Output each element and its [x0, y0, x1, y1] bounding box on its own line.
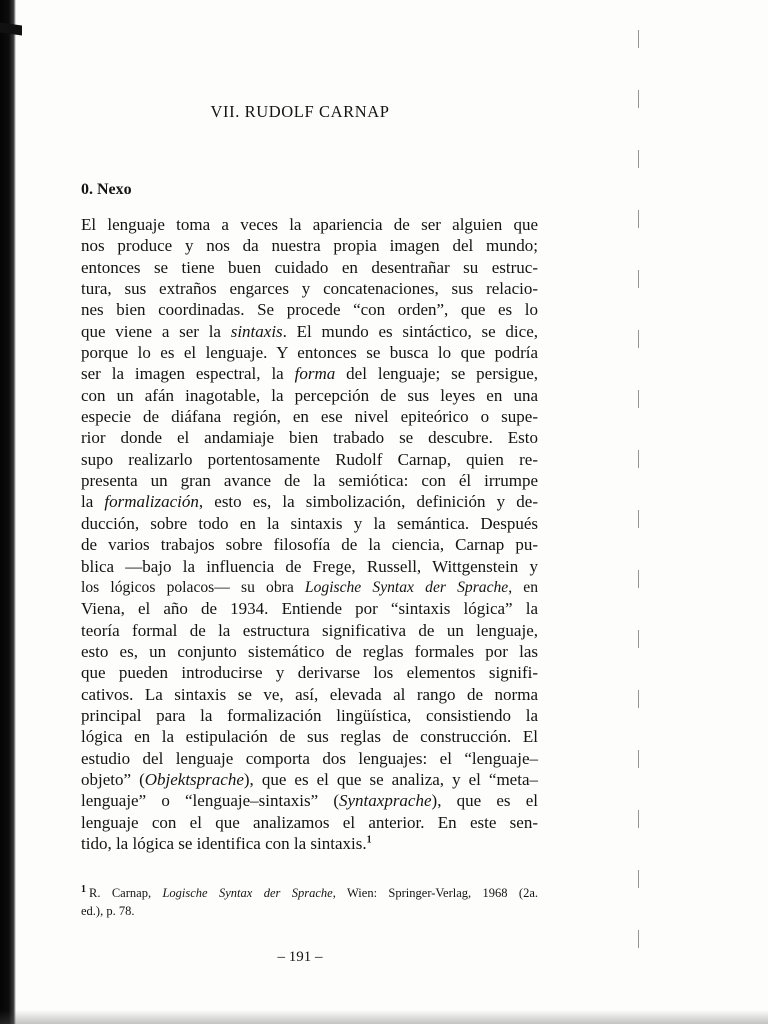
- text-run: tido, la lógica se identifica con la sintaxis.: [81, 833, 367, 853]
- text-run: nos produce y nos da nuestra propia imagen del mundo;: [81, 236, 538, 256]
- text-run: principal para la formalización lingüística, consistiendo la: [81, 705, 538, 725]
- italic-text: Logische Syntax der Sprache: [304, 578, 509, 596]
- text-run: que pueden introducirse y derivarse los elementos signifi-: [81, 663, 538, 683]
- body-line: [81, 278, 538, 299]
- text-run: ser la imagen espectral, la: [81, 364, 295, 384]
- italic-text: formalización: [104, 492, 199, 512]
- text-run: presenta un gran avance de la semiótica: con él irrumpe: [81, 471, 538, 491]
- body-line: [81, 470, 538, 491]
- text-run: . El mundo es sintáctico, se dice,: [282, 321, 538, 341]
- body-line: [81, 812, 538, 833]
- text-run: rior donde el andamiaje bien trabado se descubre. Esto: [81, 428, 538, 448]
- text-run: Viena, el año de 1934. Entiende por “sintaxis lógica” la: [81, 599, 538, 619]
- text-run: ), que es el que se analiza, y el “meta–: [243, 769, 538, 789]
- body-line: [81, 449, 538, 470]
- text-run: de varios trabajos sobre filosofía de la ciencia, Carnap pu-: [81, 535, 538, 555]
- body-line: [81, 427, 538, 448]
- body-line: [81, 235, 538, 256]
- text-run: , esto es, la simbolización, definición y de-: [198, 492, 538, 512]
- page-number: – 191 –: [277, 949, 323, 965]
- text-run: porque lo es el lenguaje. Y entonces se busca lo que podría: [81, 343, 538, 363]
- text-run: R. Carnap,: [89, 886, 163, 900]
- body-line: [81, 299, 538, 320]
- body-line: [81, 321, 538, 342]
- text-run: , Wien: Springer-Verlag, 1968 (2a.: [332, 886, 539, 900]
- footnote-line: [81, 884, 538, 902]
- footnote-reference[interactable]: 1: [366, 834, 372, 846]
- body-line: [81, 705, 538, 726]
- italic-text: forma: [294, 364, 336, 384]
- text-run: lógica en la estipulación de sus reglas de construcción. El: [81, 727, 538, 747]
- body-line: [81, 342, 538, 363]
- text-run: tura, sus extraños engarces y concatenaciones, sus relacio-: [81, 279, 538, 299]
- text-run: cativos. La sintaxis se ve, así, elevada al rango de norma: [81, 684, 538, 704]
- body-line: [81, 491, 538, 512]
- italic-text: Syntaxprache: [339, 791, 432, 811]
- body-line: [81, 598, 538, 619]
- body-line: [81, 556, 538, 577]
- body-line: [81, 726, 538, 747]
- text-run: ), que es el: [431, 791, 538, 811]
- body-line: [81, 257, 538, 278]
- text-run: estudio del lenguaje comporta dos lenguajes: el “lenguaje–: [81, 748, 538, 768]
- text-run: los lógicos polacos— su obra: [81, 578, 305, 596]
- text-run: El lenguaje toma a veces la apariencia de ser alguien que: [81, 215, 538, 234]
- italic-text: Objektsprache: [144, 769, 244, 789]
- text-run: nes bien coordinadas. Se procede “con orden”, que es lo: [81, 300, 538, 320]
- body-line: [81, 748, 538, 769]
- body-line: [81, 684, 538, 705]
- body-line: [81, 769, 538, 790]
- text-run: lenguaje con el que analizamos el anterior. En este sen-: [81, 812, 538, 832]
- scan-artifact-line: [638, 30, 639, 990]
- body-line: [81, 534, 538, 555]
- text-run: ed.), p. 78.: [81, 904, 135, 918]
- text-run: objeto” (: [81, 769, 145, 789]
- body-line: [81, 214, 538, 235]
- body-line: [81, 620, 538, 641]
- text-run: ducción, sobre todo en la sintaxis y la semántica. Después: [81, 513, 538, 533]
- body-line: [81, 385, 538, 406]
- italic-text: sintaxis: [230, 321, 283, 341]
- section-heading: 0. Nexo: [81, 181, 132, 198]
- body-line: [81, 406, 538, 427]
- text-run: la: [81, 492, 105, 512]
- text-run: esto es, un conjunto sistemático de reglas formales por las: [81, 641, 538, 661]
- body-line: [81, 641, 538, 662]
- footnote-marker: 1: [81, 883, 86, 895]
- italic-text: Logische Syntax der Sprache: [162, 886, 333, 900]
- text-run: blica —bajo la influencia de Frege, Russell, Wittgenstein y: [81, 556, 538, 576]
- chapter-title: VII. RUDOLF CARNAP: [210, 102, 390, 121]
- page-bottom-shadow: [0, 1010, 768, 1024]
- body-paragraph: [81, 214, 538, 854]
- body-line: [81, 513, 538, 534]
- text-run: con un afán inagotable, la percepción de sus leyes en una: [81, 385, 538, 405]
- text-run: del lenguaje; se persigue,: [335, 364, 539, 384]
- text-run: que viene a ser la: [81, 321, 231, 341]
- text-run: especie de diáfana región, en ese nivel epiteórico o supe-: [81, 407, 538, 427]
- body-line: [81, 577, 538, 598]
- text-run: , en: [508, 578, 538, 596]
- body-line: [81, 662, 538, 683]
- text-run: entonces se tiene buen cuidado en desentrañar su estruc-: [81, 257, 538, 277]
- text-run: teoría formal de la estructura significativa de un lenguaje,: [81, 620, 538, 640]
- body-line: [81, 363, 538, 384]
- text-run: lenguaje” o “lenguaje–sintaxis” (: [81, 791, 339, 811]
- footnote: [81, 884, 538, 920]
- body-line: [81, 790, 538, 811]
- book-binding-shadow: [0, 0, 16, 1024]
- body-line: [81, 833, 538, 854]
- footnote-line: [81, 902, 538, 920]
- text-run: supo realizarlo portentosamente Rudolf Carnap, quien re-: [81, 449, 538, 469]
